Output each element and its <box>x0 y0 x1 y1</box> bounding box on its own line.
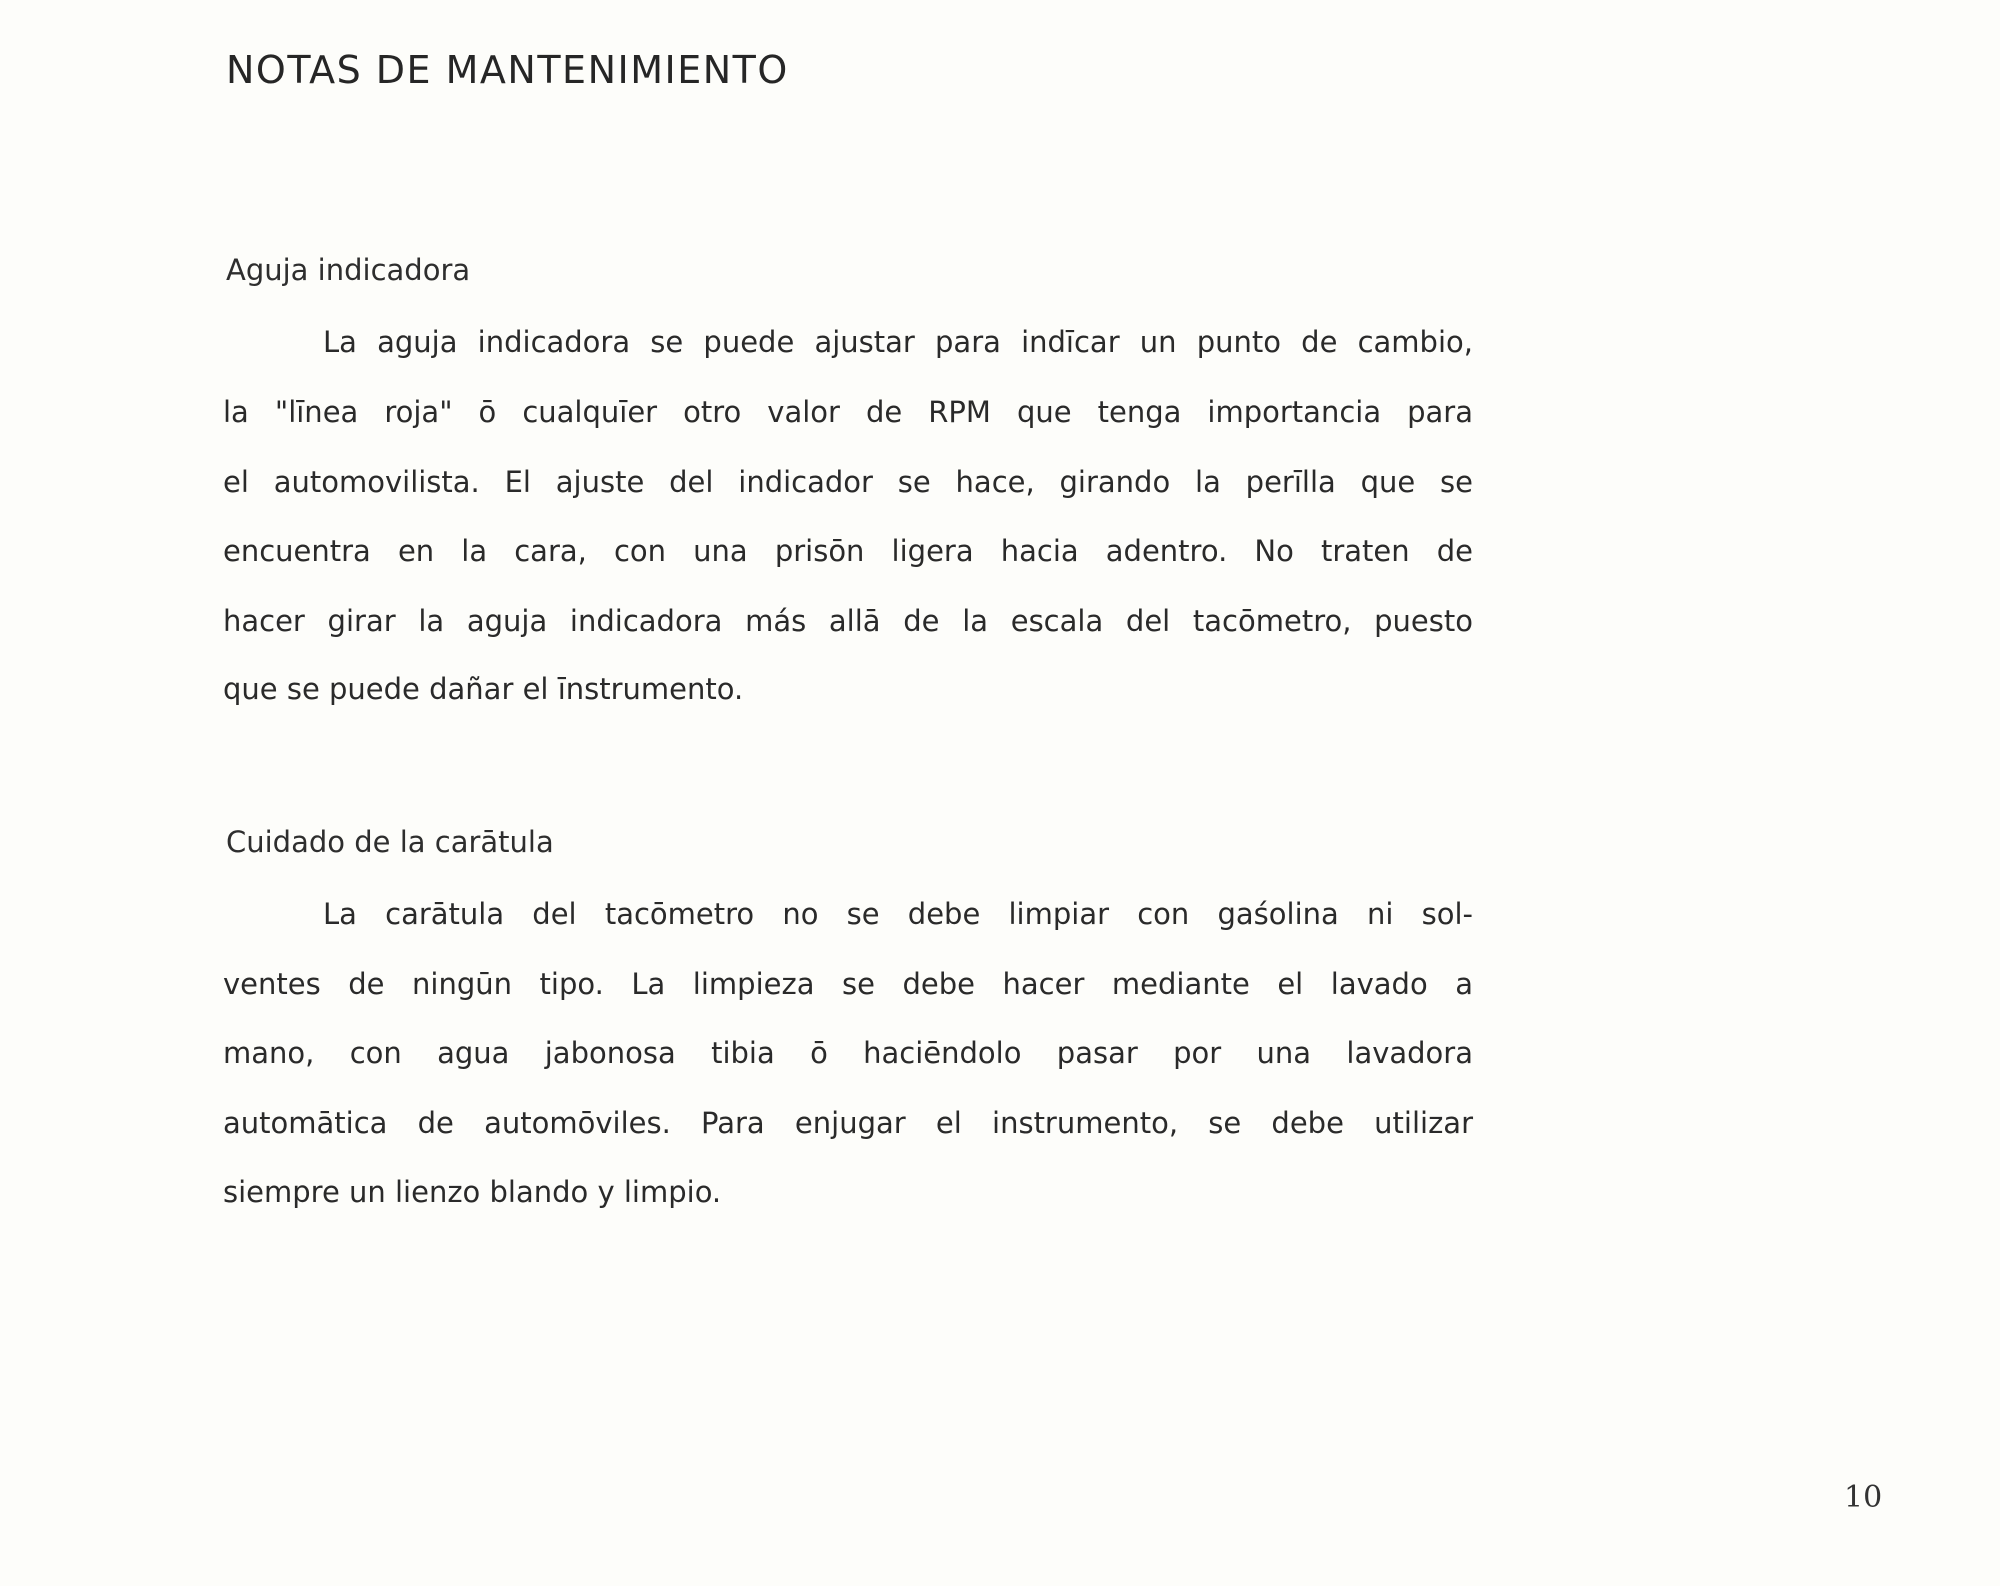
paragraph-line: mano, con agua jabonosa tibia ō haciēndolo pasar por una lavadora <box>223 1036 1473 1070</box>
paragraph-line: que se puede dañar el īnstrumento. <box>223 672 744 706</box>
section-heading-cuidado-caratula: Cuidado de la carātula <box>226 825 554 859</box>
paragraph-line: el automovilista. El ajuste del indicador se hace, girando la perīlla que se <box>223 465 1473 499</box>
paragraph-line: encuentra en la cara, con una prisōn ligera hacia adentro. No traten de <box>223 534 1473 568</box>
paragraph-line: La carātula del tacōmetro no se debe limpiar con gaśolina ni sol- <box>323 897 1473 931</box>
page-title: NOTAS DE MANTENIMIENTO <box>226 48 789 92</box>
paragraph-line: la "līnea roja" ō cualquīer otro valor de RPM que tenga importancia para <box>223 395 1473 429</box>
paragraph-line: La aguja indicadora se puede ajustar para indīcar un punto de cambio, <box>323 325 1473 359</box>
page-number: 10 <box>1844 1480 1883 1515</box>
paragraph-line: hacer girar la aguja indicadora más allā de la escala del tacōmetro, puesto <box>223 604 1473 638</box>
section-heading-aguja-indicadora: Aguja indicadora <box>226 253 471 287</box>
paragraph-line: automātica de automōviles. Para enjugar el instrumento, se debe utilizar <box>223 1106 1473 1140</box>
paragraph-line: ventes de ningūn tipo. La limpieza se debe hacer mediante el lavado a <box>223 967 1473 1001</box>
paragraph-line: siempre un lienzo blando y limpio. <box>223 1175 722 1209</box>
